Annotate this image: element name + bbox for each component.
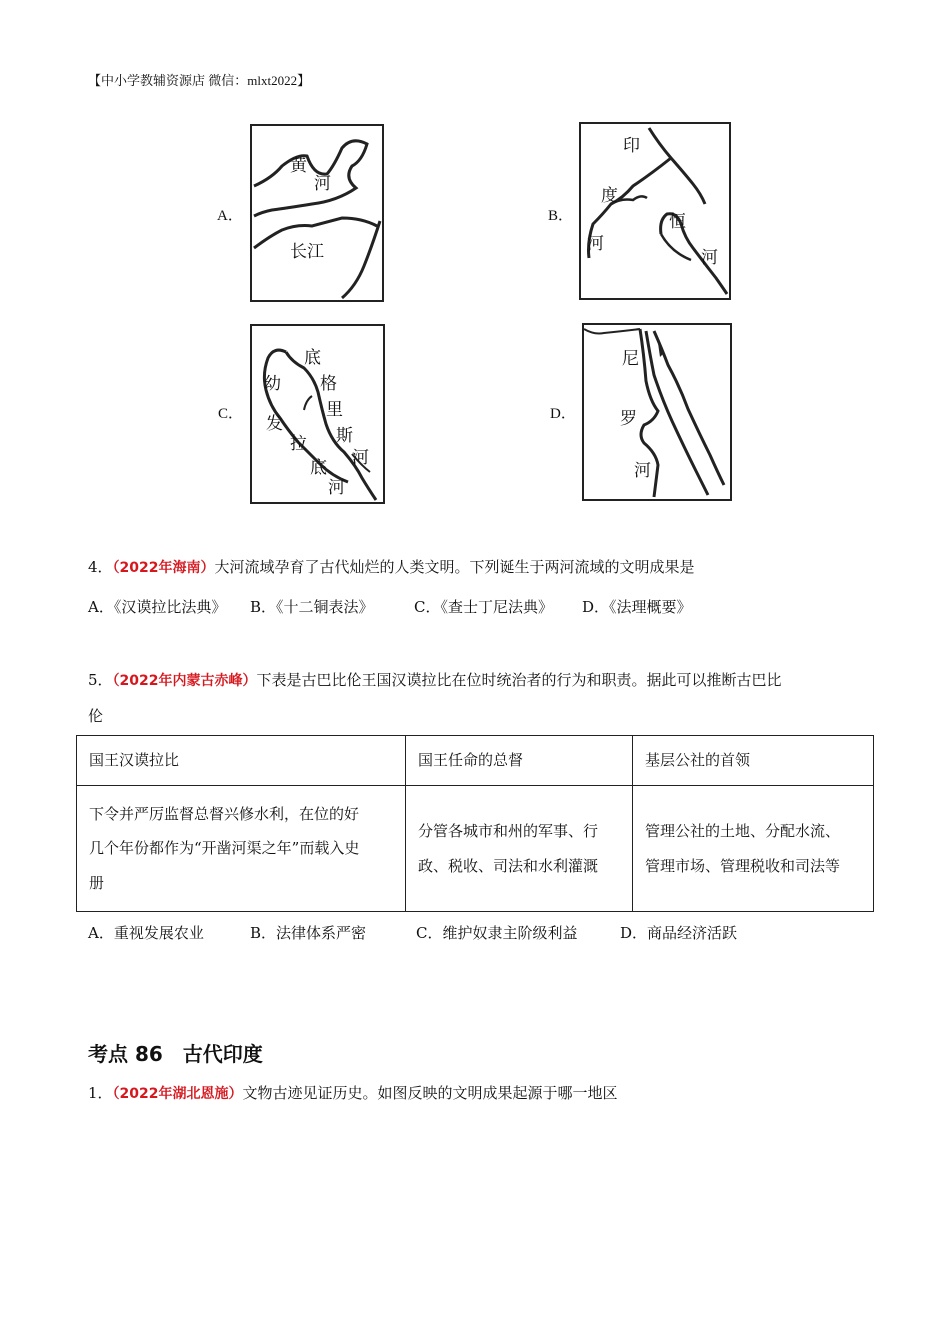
map-label: 底 [304, 348, 321, 368]
cell-line: 管理公社的土地、分配水流、 [645, 822, 841, 840]
table-header-cell: 基层公社的首领 [633, 736, 874, 786]
map-label: 河 [634, 461, 651, 481]
cell-line: 几个年份都作为“开凿河渠之年”而载入史 [89, 839, 360, 858]
answer-option[interactable]: A．重视发展农业 [88, 924, 204, 942]
indus-ganges-map-drawing [581, 124, 729, 298]
map-label: 斯 [336, 426, 353, 446]
table-cell [633, 786, 874, 912]
map-label: 罗 [620, 409, 637, 429]
question-1 [88, 1084, 618, 1103]
yellow-yangtze-map [250, 124, 384, 302]
table-header-cell: 国王汉谟拉比 [77, 736, 406, 786]
map-label: 长江 [290, 242, 324, 262]
question-4 [88, 558, 695, 577]
option-c-label: C． [218, 406, 244, 422]
answer-option[interactable]: D．商品经济活跃 [620, 924, 738, 942]
cell-line: 分管各城市和州的军事、行 [418, 822, 599, 840]
answer-option[interactable]: B．《十二铜表法》 [250, 598, 374, 616]
nile-map-drawing [584, 325, 730, 499]
map-label: 恒 [669, 212, 686, 232]
yellow-yangtze-map-drawing [252, 126, 382, 300]
option-b-label: B． [548, 208, 574, 224]
table-cell [77, 786, 406, 912]
question-source: （2022年湖北恩施） [112, 1086, 243, 1102]
question-text: 大河流域孕育了古代灿烂的人类文明。下列诞生于两河流域的文明成果是 [214, 558, 695, 576]
cell-line: 政、税收、司法和水利灌溉 [418, 856, 599, 875]
table-cell [406, 786, 633, 912]
question-text: 文物古迹见证历史。如图反映的文明成果起源于哪一地区 [242, 1084, 618, 1102]
map-label: 度 [601, 186, 618, 206]
map-label: 底 [310, 458, 327, 478]
table-header-cell: 国王任命的总督 [406, 736, 633, 786]
nile-map [582, 323, 732, 501]
option-a-label: A． [217, 208, 243, 224]
option-d-label: D． [550, 406, 576, 422]
question-5-text-cont: 伦 [88, 707, 104, 725]
question-text: 下表是古巴比伦王国汉谟拉比在位时统治者的行为和职责。据此可以推断古巴比 [256, 671, 782, 689]
map-label: 里 [326, 400, 343, 420]
answer-option[interactable]: A．《汉谟拉比法典》 [88, 598, 227, 616]
hammurabi-table [76, 735, 874, 912]
answer-option[interactable]: B．法律体系严密 [250, 924, 367, 942]
answer-option[interactable]: D．《法理概要》 [582, 598, 692, 616]
map-label: 尼 [622, 349, 639, 369]
question-number: 1． [88, 1084, 113, 1102]
table-row [77, 786, 874, 912]
section-heading: 考点 86 古代印度 [88, 1042, 263, 1066]
map-label: 河 [352, 448, 369, 468]
tigris-euphrates-map [250, 324, 385, 504]
map-label: 河 [328, 478, 345, 498]
question-source: （2022年海南） [112, 560, 215, 576]
map-label: 幼 [264, 374, 281, 394]
page-header: 【中小学教辅资源店 微信：mlxt2022】 [88, 73, 311, 88]
map-label: 发 [266, 414, 283, 434]
map-label: 河 [587, 234, 604, 254]
question-5 [88, 671, 782, 690]
indus-ganges-map [579, 122, 731, 300]
map-label: 格 [320, 374, 337, 394]
cell-line: 管理市场、管理税收和司法等 [645, 856, 841, 875]
map-label: 河 [314, 174, 331, 194]
answer-option[interactable]: C．维护奴隶主阶级利益 [416, 924, 578, 942]
cell-line: 册 [89, 873, 105, 892]
cell-line: 下令并严厉监督总督兴修水利，在位的好 [89, 804, 360, 823]
map-label: 黄 [290, 156, 307, 176]
map-label: 印 [623, 136, 640, 156]
question-number: 5． [88, 671, 113, 689]
map-label: 拉 [290, 434, 307, 454]
question-number: 4． [88, 558, 113, 576]
map-label: 河 [701, 248, 718, 268]
table-header-row [77, 736, 874, 786]
question-source: （2022年内蒙古赤峰） [112, 673, 257, 689]
answer-option[interactable]: C．《查士丁尼法典》 [414, 598, 553, 616]
